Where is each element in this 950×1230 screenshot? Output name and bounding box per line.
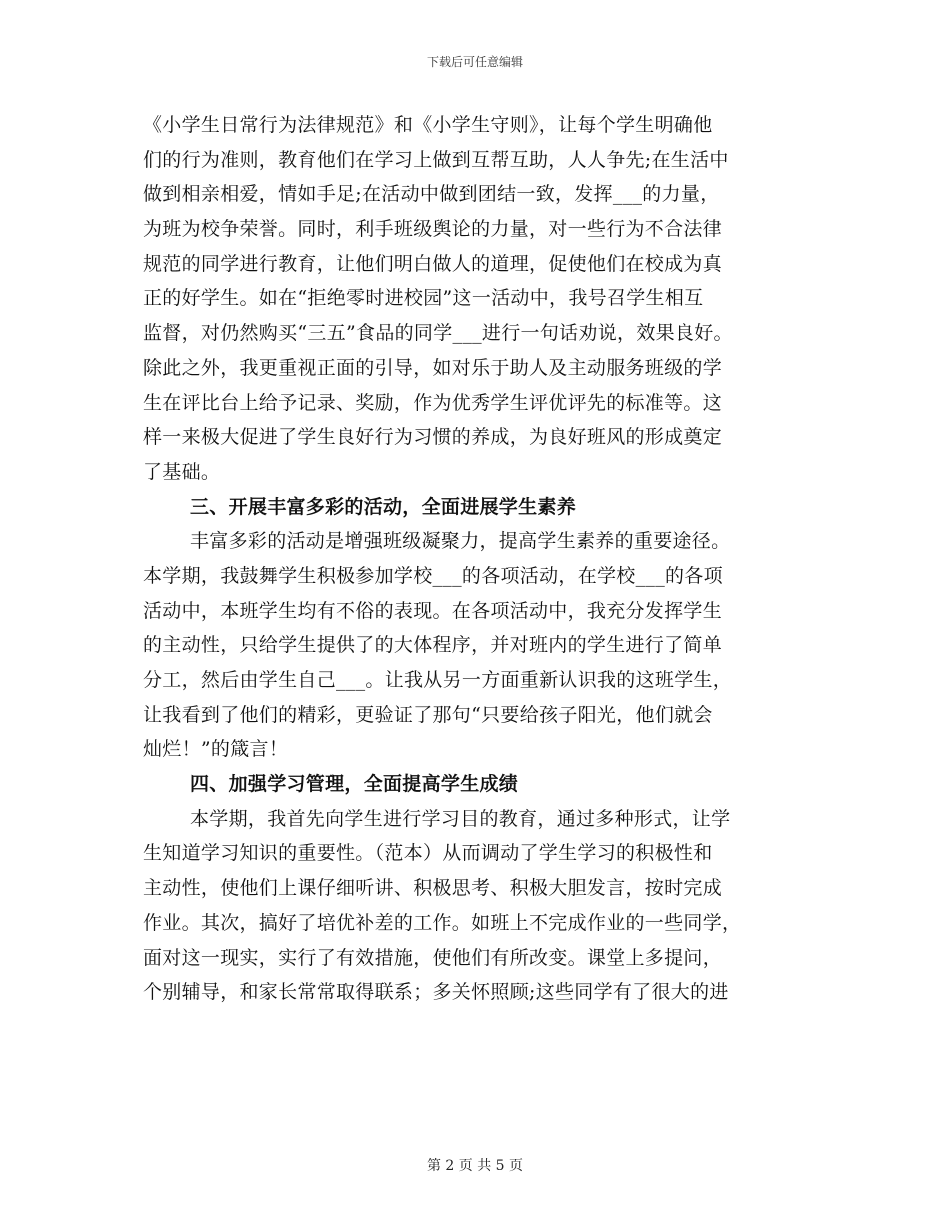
section-heading: 四、加强学习管理，全面提高学生成绩 [190, 773, 519, 796]
body-line: 样一来极大促进了学生良好行为习惯的养成，为良好班风的形成奠定 [143, 426, 723, 449]
body-line: 让我看到了他们的精彩，更验证了那句“只要给孩子阳光，他们就会 [143, 703, 713, 726]
body-line: 为班为校争荣誉。同时，利手班级舆论的力量，对一些行为不合法律 [143, 218, 723, 241]
body-line: 灿烂！”的箴言！ [143, 738, 289, 761]
body-line: 分工，然后由学生自己___。让我从另一方面重新认识我的这班学生， [143, 669, 733, 691]
body-line: 作业。其次，搞好了培优补差的工作。如班上不完成作业的一些同学， [143, 911, 742, 934]
body-line: 生在评比台上给予记录、奖励，作为优秀学生评优评先的标准等。这 [143, 391, 723, 414]
body-line: 的主动性，只给学生提供了的大体程序，并对班内的学生进行了简单 [143, 634, 723, 657]
document-body [143, 108, 823, 1010]
body-line: 正的好学生。如在“拒绝零时进校园”这一活动中，我号召学生相互 [143, 287, 704, 310]
body-line: 了基础。 [143, 460, 221, 483]
page-number: 第 2 页 共 5 页 [426, 1158, 524, 1174]
body-line: 《小学生日常行为法律规范》和《小学生守则》，让每个学生明确他 [143, 114, 713, 136]
section-heading: 三、开展丰富多彩的活动，全面进展学生素养 [190, 495, 577, 518]
body-line: 做到相亲相爱，情如手足;在活动中做到团结一致，发挥___的力量， [143, 183, 720, 206]
body-line: 除此之外，我更重视正面的引导，如对乐于助人及主动服务班级的学 [143, 356, 723, 379]
body-line: 本学期，我鼓舞学生积极参加学校___的各项活动，在学校___的各项 [143, 564, 723, 587]
body-line: 监督，对仍然购买“三五”食品的同学___进行一句话劝说，效果良好。 [143, 322, 733, 345]
body-line: 面对这一现实，实行了有效措施，使他们有所改变。课堂上多提问， [143, 946, 723, 969]
body-line: 们的行为准则，教育他们在学习上做到互帮互助，人人争先;在生活中 [143, 148, 729, 171]
body-line: 规范的同学进行教育，让他们明白做人的道理，促使他们在校成为真 [143, 252, 723, 275]
body-line: 个别辅导，和家长常常取得联系；多关怀照顾;这些同学有了很大的进 [143, 981, 729, 1004]
body-line: 丰富多彩的活动是增强班级凝聚力，提高学生素养的重要途径。 [190, 530, 731, 553]
page-header: 下载后可任意编辑 [426, 55, 523, 69]
body-line: 生知道学习知识的重要性。（范本）从而调动了学生学习的积极性和 [143, 842, 713, 865]
body-line: 主动性，使他们上课仔细听讲、积极思考、积极大胆发言，按时完成 [143, 877, 723, 900]
body-line: 活动中，本班学生均有不俗的表现。在各项活动中，我充分发挥学生 [143, 599, 723, 622]
body-line: 本学期，我首先向学生进行学习目的教育，通过多种形式，让学 [190, 807, 731, 830]
